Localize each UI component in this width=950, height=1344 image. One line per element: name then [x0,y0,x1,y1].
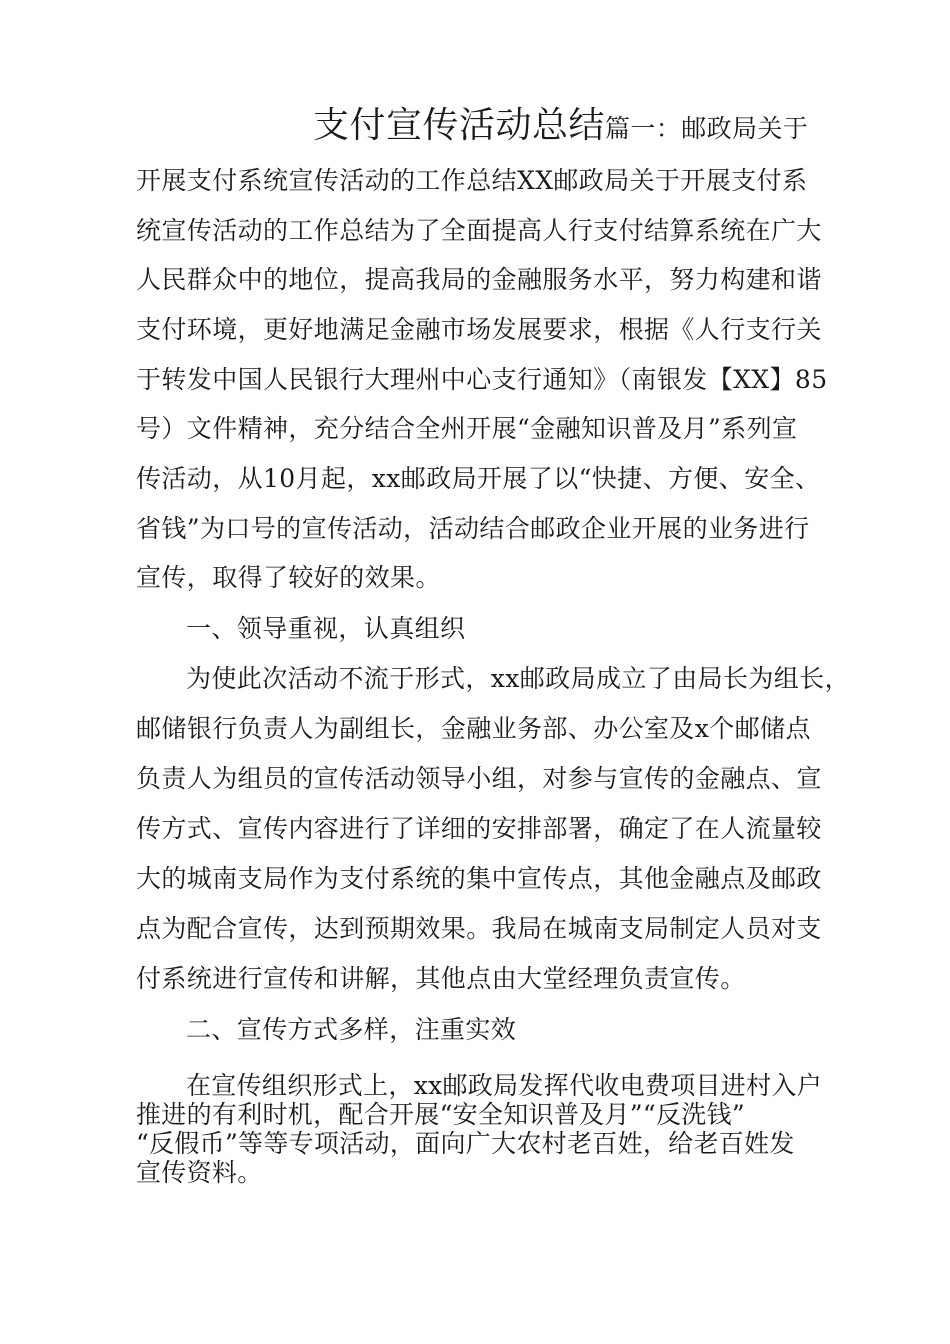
body-line: 统宣传活动的工作总结为了全面提高人行支付结算系统在广大 [136,216,822,245]
body-line: 邮储银行负责人为副组长，金融业务部、办公室及x个邮储点 [136,714,811,743]
body-line: “反假币”等等专项活动，面向广大农村老百姓，给老百姓发 [136,1129,795,1158]
title-line [313,104,808,154]
body-line: 开展支付系统宣传活动的工作总结XX邮政局关于开展支付系 [136,166,808,195]
section-heading: 一、领导重视，认真组织 [186,614,466,643]
section-heading: 二、宣传方式多样，注重实效 [186,1015,517,1044]
body-line: 省钱”为口号的宣传活动，活动结合邮政企业开展的业务进行 [136,514,810,543]
body-line: 推进的有利时机，配合开展“安全知识普及月”“反洗钱” [136,1100,745,1129]
body-line: 付系统进行宣传和讲解，其他点由大堂经理负责宣传。 [136,964,746,993]
body-line: 宣传资料。 [136,1158,263,1187]
body-line: 点为配合宣传，达到预期效果。我局在城南支局制定人员对支 [136,914,822,943]
body-line: 传方式、宣传内容进行了详细的安排部署，确定了在人流量较 [136,814,822,843]
body-line: 人民群众中的地位，提高我局的金融服务水平，努力构建和谐 [136,265,822,294]
title-suffix: 篇一：邮政局关于 [605,114,809,143]
paragraph-first-line: 为使此次活动不流于形式，xx邮政局成立了由局长为组长， [186,664,851,693]
paragraph-first-line: 在宣传组织形式上，xx邮政局发挥代收电费项目进村入户 [186,1071,823,1100]
body-line: 支付环境，更好地满足金融市场发展要求，根据《人行支行关 [136,315,822,344]
body-line: 宣传，取得了较好的效果。 [136,563,441,592]
body-line: 号）文件精神，充分结合全州开展“金融知识普及月”系列宣 [136,414,798,443]
body-line: 大的城南支局作为支付系统的集中宣传点，其他金融点及邮政 [136,864,822,893]
body-line: 负责人为组员的宣传活动领导小组，对参与宣传的金融点、宣 [136,764,822,793]
body-line: 传活动，从10月起，xx邮政局开展了以“快捷、方便、安全、 [136,464,821,493]
document-title: 支付宣传活动总结 [313,105,606,146]
body-line: 于转发中国人民银行大理州中心支行通知》（南银发【XX】85 [136,365,828,394]
